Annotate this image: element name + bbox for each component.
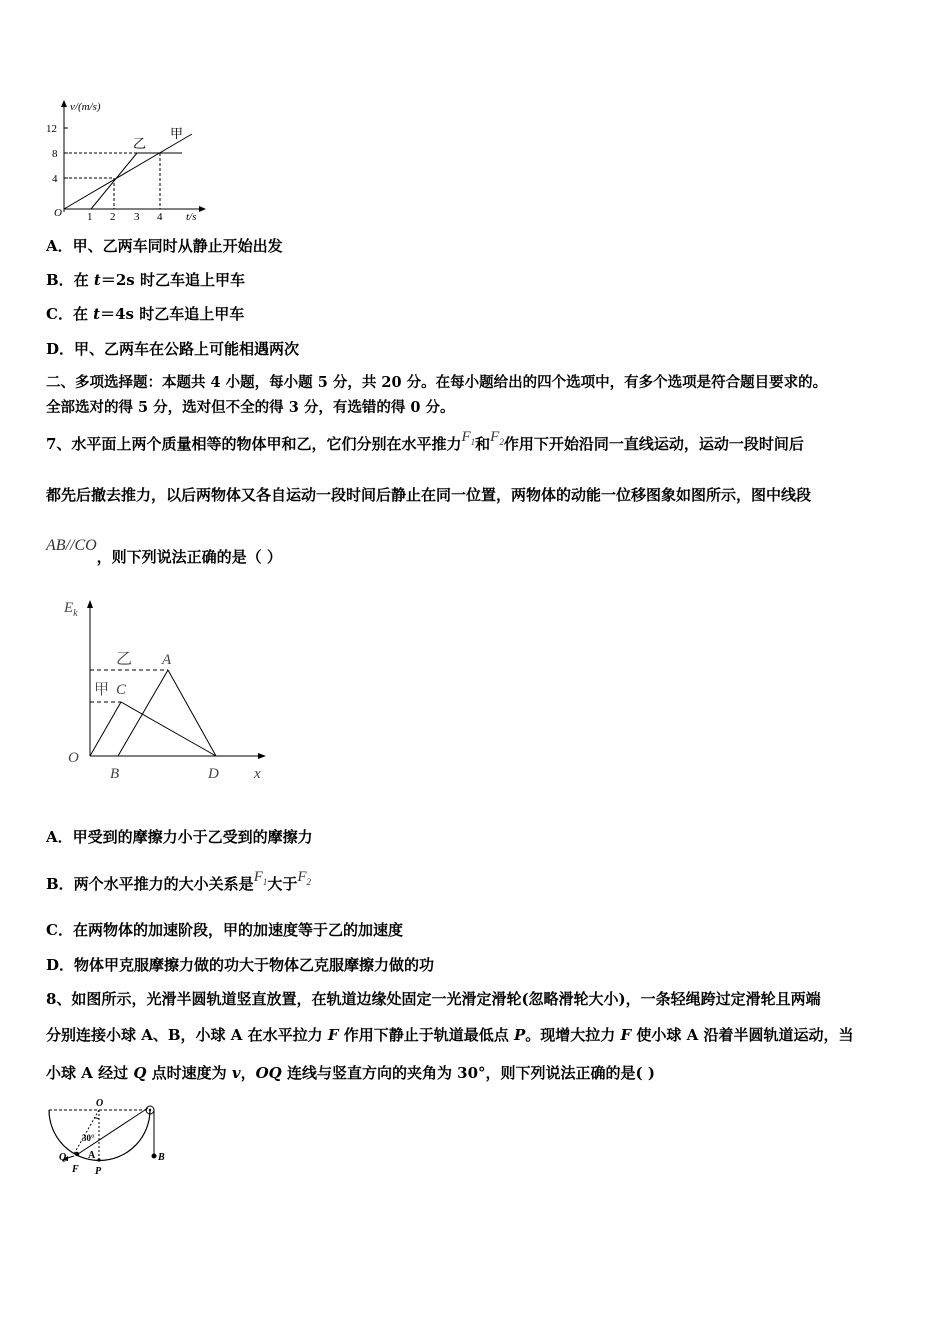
x-tick-1: 1 [87, 211, 93, 223]
line-jia [64, 134, 192, 209]
q7-option-c: C．在两物体的加速阶段，甲的加速度等于乙的加速度 [46, 921, 403, 939]
x-tick-2: 2 [110, 211, 116, 223]
label-jia: 甲 [94, 682, 110, 698]
q7-line1: 7、水平面上两个质量相等的物体甲和乙，它们分别在水平推力$F_1$和$F_2$作用下开始沿同一直线运动，运动一段时间后 [46, 429, 804, 453]
point-c: C [116, 682, 127, 698]
ek-x-graph [58, 594, 273, 786]
point-a: A [162, 652, 172, 668]
section2-line2: 全部选对的得 5 分，选对但不全的得 3 分，有选错的得 0 分。 [46, 399, 455, 416]
q6-option-b: B．在 t＝2s 时乙车追上甲车 [46, 271, 245, 289]
section2-line1: 二、多项选择题：本题共 4 小题，每小题 5 分，共 20 分。在每小题给出的四个选项中，有多个选项是符合题目要求的。 [46, 374, 828, 391]
origin-label: O [68, 750, 79, 766]
q7-line3: AB//CO，则下列说法正确的是（ ） [46, 537, 282, 566]
segment-oc [90, 702, 121, 756]
segment-ad [168, 670, 216, 756]
label-yi: 乙 [133, 136, 147, 151]
x-tick-4: 4 [157, 211, 163, 223]
label-yi: 乙 [116, 651, 133, 668]
q8-line1: 8、如图所示，光滑半圆轨道竖直放置，在轨道边缘处固定一光滑定滑轮(忽略滑轮大小)，一条轻绳跨过定滑轮且两端 [46, 990, 821, 1008]
q7-option-d: D．物体甲克服摩擦力做的功大于物体乙克服摩擦力做的功 [46, 956, 435, 974]
label-o: O [96, 1098, 104, 1109]
angle-label: 30° [82, 1133, 95, 1143]
q7-line2: 都先后撤去推力，以后两物体又各自运动一段时间后静止在同一位置，两物体的动能一位移图象如图所示，图中线段 [46, 486, 812, 504]
q6-option-d: D．甲、乙两车在公路上可能相遇两次 [46, 340, 300, 358]
x-axis-label: t/s [186, 211, 197, 223]
label-jia: 甲 [170, 126, 184, 141]
origin-label: O [54, 207, 62, 219]
label-q: Q [59, 1152, 67, 1163]
y-tick-4: 4 [52, 173, 58, 185]
point-b: B [110, 766, 120, 782]
q8-line3: 小球 A 经过 Q 点时速度为 v，OQ 连线与竖直方向的夹角为 30°，则下列说法正确的是( ) [46, 1064, 655, 1082]
label-b: B [158, 1152, 165, 1163]
y-tick-12: 12 [46, 123, 57, 135]
label-f: F [72, 1164, 79, 1175]
segment-cd [121, 702, 216, 756]
label-a: A [88, 1150, 96, 1161]
vt-graph [40, 96, 210, 226]
y-axis-label: v/(m/s) [70, 101, 101, 113]
point-d: D [208, 766, 219, 782]
q6-option-a: A．甲、乙两车同时从静止开始出发 [46, 237, 283, 255]
q7-option-b: B．两个水平推力的大小关系是$F_1$大于$F_2$ [46, 869, 312, 893]
y-axis-label: $E_k$ [64, 600, 78, 619]
q8-line2: 分别连接小球 A、B，小球 A 在水平拉力 F 作用下静止于轨道最低点 P。现增大拉力 F 使小球 A 沿着半圆轨道运动，当 [46, 1026, 854, 1044]
y-tick-8: 8 [52, 148, 58, 160]
x-axis-label: x [254, 766, 261, 782]
q6-option-c: C．在 t＝4s 时乙车追上甲车 [46, 305, 245, 323]
q7-option-a: A．甲受到的摩擦力小于乙受到的摩擦力 [46, 828, 313, 846]
x-tick-3: 3 [134, 211, 140, 223]
label-p: P [95, 1166, 102, 1177]
semicircle-diagram [44, 1096, 174, 1178]
